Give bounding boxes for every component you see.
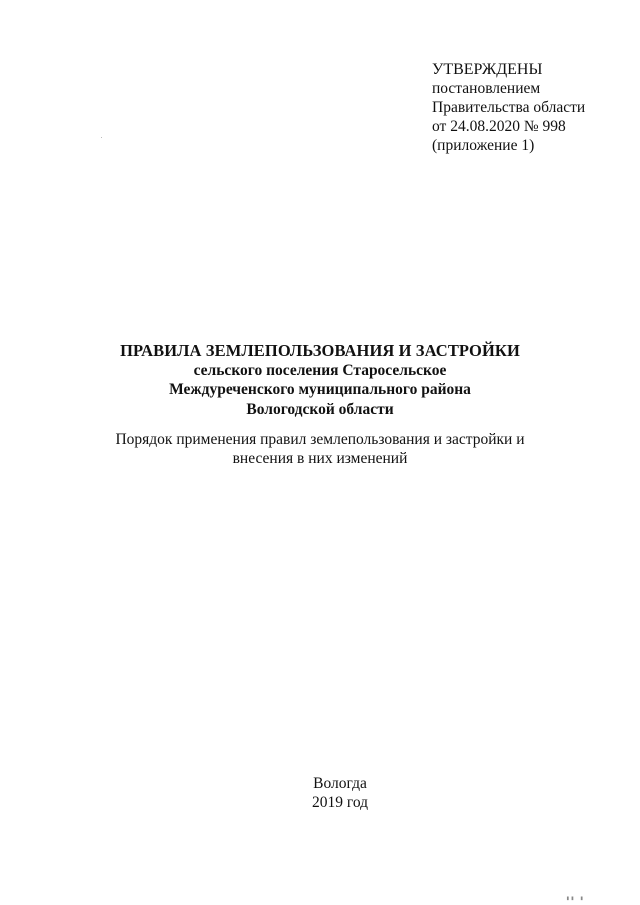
subtitle-line-1: Порядок применения правил землепользования и застройки и [115, 431, 525, 448]
approval-line-appendix: (приложение 1) [432, 137, 535, 154]
subtitle-line-2: внесения в них изменений [232, 450, 408, 467]
place-and-year [0, 774, 640, 812]
approval-heading: УТВЕРЖДЕНЫ [432, 61, 543, 78]
title-settlement: сельского поселения Старосельское [193, 361, 447, 379]
scan-artifact-marks: ▮▮ ▮ [566, 895, 585, 902]
approval-line-decree: постановлением [432, 80, 541, 97]
document-title [0, 341, 640, 419]
city-name: Вологда [313, 775, 367, 792]
title-region: Вологодской области [246, 400, 394, 418]
title-main: ПРАВИЛА ЗЕМЛЕПОЛЬЗОВАНИЯ И ЗАСТРОЙКИ [120, 341, 520, 360]
scan-speck [101, 137, 102, 138]
approval-line-date-number: от 24.08.2020 № 998 [432, 118, 566, 135]
approval-line-government: Правительства области [432, 99, 586, 116]
year: 2019 год [311, 794, 369, 811]
document-subtitle [0, 430, 640, 468]
title-district: Междуреченского муниципального района [169, 381, 471, 398]
approval-stamp [432, 60, 632, 155]
